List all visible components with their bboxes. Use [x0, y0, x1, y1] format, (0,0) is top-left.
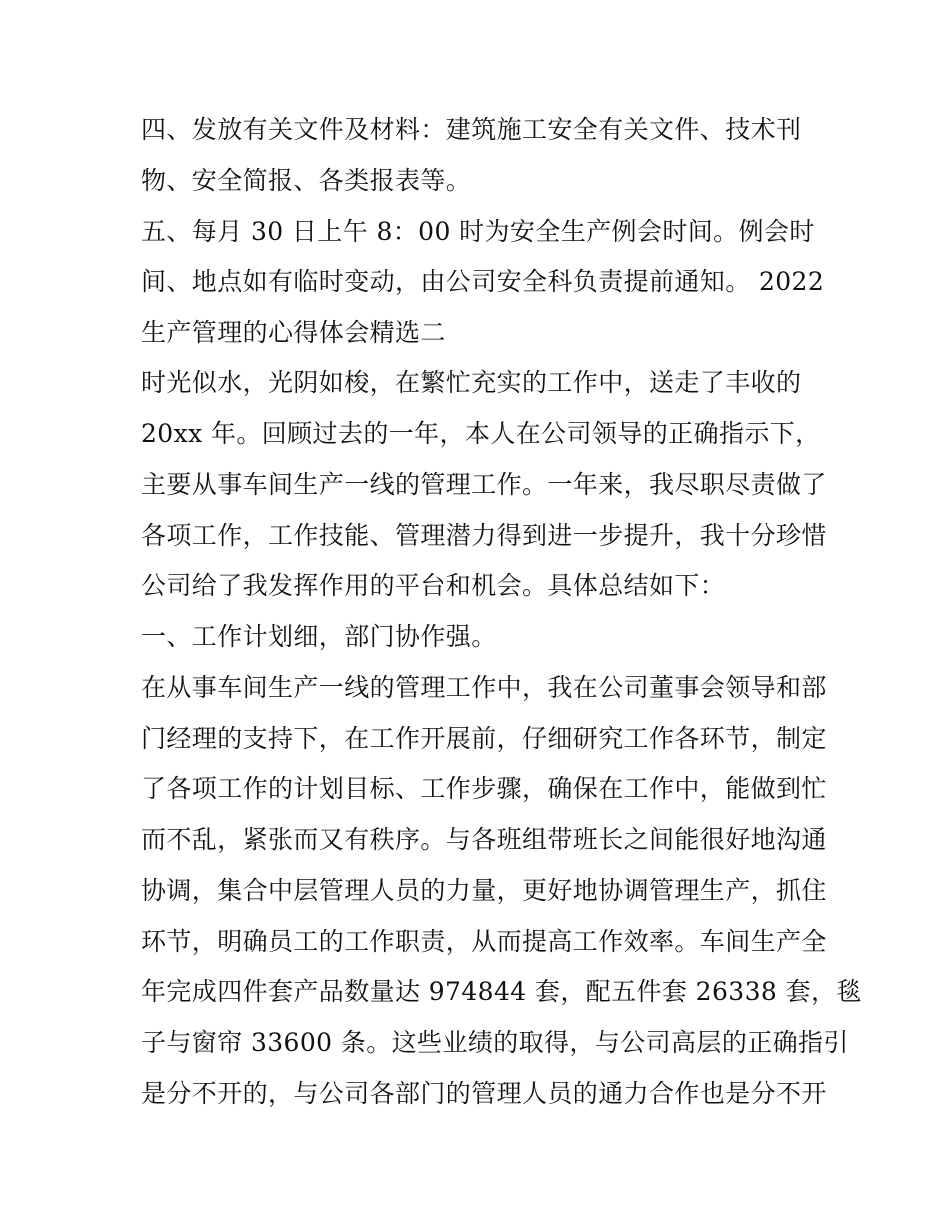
text-line: 年完成四件套产品数量达 974844 套，配五件套 26338 套，毯 — [141, 977, 862, 1006]
text-line: 生产管理的心得体会精选二 — [141, 318, 446, 347]
text-line: 四、发放有关文件及材料：建筑施工安全有关文件、技术刊 — [141, 115, 802, 144]
text-line: 五、每月 30 日上午 8：00 时为安全生产例会时间。例会时 — [141, 217, 815, 246]
text-line: 间、地点如有临时变动，由公司安全科负责提前通知。 2022 — [141, 267, 825, 296]
text-line: 20xx 年。回顾过去的一年，本人在公司领导的正确指示下， — [141, 419, 821, 448]
text-line: 了各项工作的计划目标、工作步骤，确保在工作中，能做到忙 — [141, 774, 827, 803]
text-line: 门经理的支持下，在工作开展前，仔细研究工作各环节，制定 — [141, 724, 827, 753]
text-line: 一、工作计划细，部门协作强。 — [141, 622, 497, 651]
text-line: 而不乱，紧张而又有秩序。与各班组带班长之间能很好地沟通 — [141, 825, 827, 854]
text-line: 子与窗帘 33600 条。这些业绩的取得，与公司高层的正确指引 — [141, 1028, 849, 1057]
text-line: 协调，集合中层管理人员的力量，更好地协调管理生产，抓住 — [141, 876, 827, 905]
text-line: 在从事车间生产一线的管理工作中，我在公司董事会领导和部 — [141, 673, 827, 702]
text-line: 是分不开的，与公司各部门的管理人员的通力合作也是分不开 — [141, 1079, 827, 1108]
text-line: 物、安全简报、各类报表等。 — [141, 166, 472, 195]
text-line: 主要从事车间生产一线的管理工作。一年来，我尽职尽责做了 — [141, 470, 827, 499]
text-line: 环节，明确员工的工作职责，从而提高工作效率。车间生产全 — [141, 927, 827, 956]
text-line: 时光似水，光阴如梭，在繁忙充实的工作中，送走了丰收的 — [141, 368, 802, 397]
text-line: 各项工作，工作技能、管理潜力得到进一步提升，我十分珍惜 — [141, 521, 827, 550]
text-line: 公司给了我发挥作用的平台和机会。具体总结如下： — [141, 571, 726, 600]
